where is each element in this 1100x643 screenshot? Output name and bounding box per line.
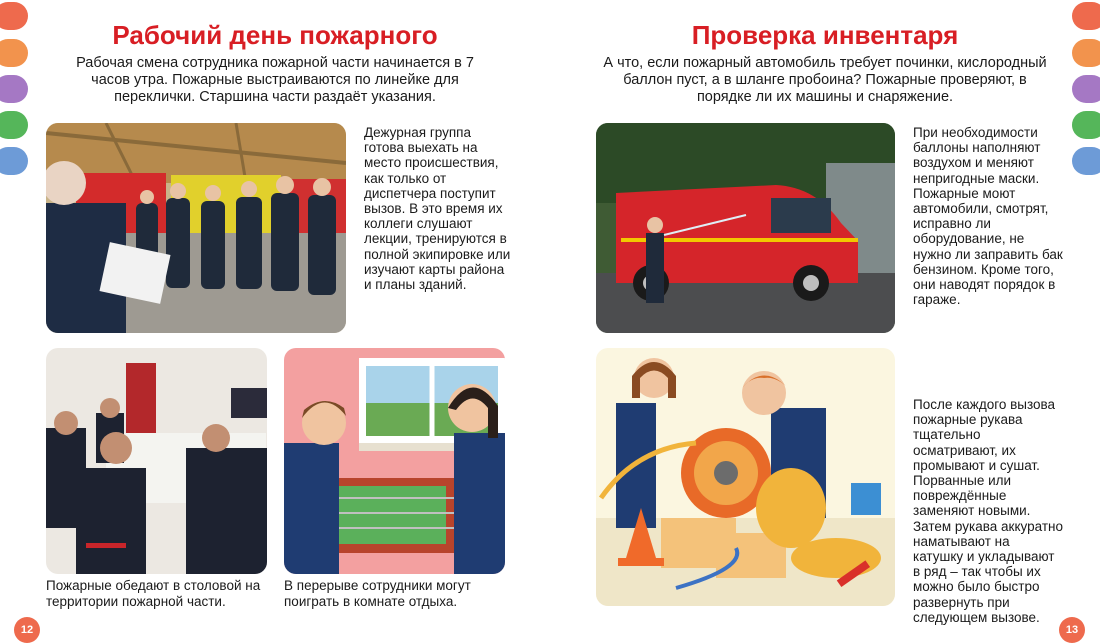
dining-caption: Пожарные обедают в столовой на территории пожарной части. xyxy=(46,578,261,609)
break-caption: В перерыве сотрудники могут поиграть в комнате отдыха. xyxy=(284,578,471,609)
dining-photo xyxy=(46,348,267,574)
right-side-text-top: При необходимости баллоны наполняют воздухом и меняют непригодные маски. Пожарные моют автомобили, смотрят, исправно ли оборудование, не нужно ли заправить бак бензином. Кроме того, они наводят порядок в гараже. xyxy=(913,125,1063,308)
fire-truck-photo xyxy=(596,123,895,333)
right-page-intro: А что, если пожарный автомобиль требует починки, кислородный баллон пуст, а в шланге пробоина? Пожарные проверяют, в порядке ли их машины и снаряжение. xyxy=(603,55,1047,105)
lineup-photo xyxy=(46,123,346,333)
edge-tab-orange xyxy=(0,39,28,67)
edge-tab-red xyxy=(0,2,28,30)
break-room-illustration xyxy=(284,348,505,574)
left-side-text: Дежурная группа готова выехать на место происшествия, как только от диспетчера поступит вызов. В это время их коллеги слушают лекции, тренируются в полной экипировке или изучают карты района и планы зданий. xyxy=(364,125,511,293)
page-number-right: 13 xyxy=(1059,617,1085,643)
edge-tab-orange xyxy=(1072,39,1100,67)
edge-tab-blue xyxy=(0,147,28,175)
edge-tab-red xyxy=(1072,2,1100,30)
edge-tab-green xyxy=(0,111,28,139)
right-page-title: Проверка инвентаря xyxy=(691,20,959,50)
page-number-left: 12 xyxy=(14,617,40,643)
edge-tab-green xyxy=(1072,111,1100,139)
left-page-title: Рабочий день пожарного xyxy=(112,20,438,50)
right-side-text-bottom: После каждого вызова пожарные рукава тщательно осматривают, их промывают и сушат. Порванные или повреждённые заменяют новыми. Затем рукава аккуратно наматывают на катушку и укладывают в ряд – так чтобы их можно было быстро развернуть при следующем вызове. xyxy=(913,397,1063,625)
left-page-intro: Рабочая смена сотрудника пожарной части начинается в 7 часов утра. Пожарные выстраиваются по линейке для переклички. Старшина части раздаёт указания. xyxy=(76,55,474,105)
hose-check-illustration xyxy=(596,348,895,606)
edge-tab-purple xyxy=(0,75,28,103)
edge-tab-purple xyxy=(1072,75,1100,103)
edge-tab-blue xyxy=(1072,147,1100,175)
